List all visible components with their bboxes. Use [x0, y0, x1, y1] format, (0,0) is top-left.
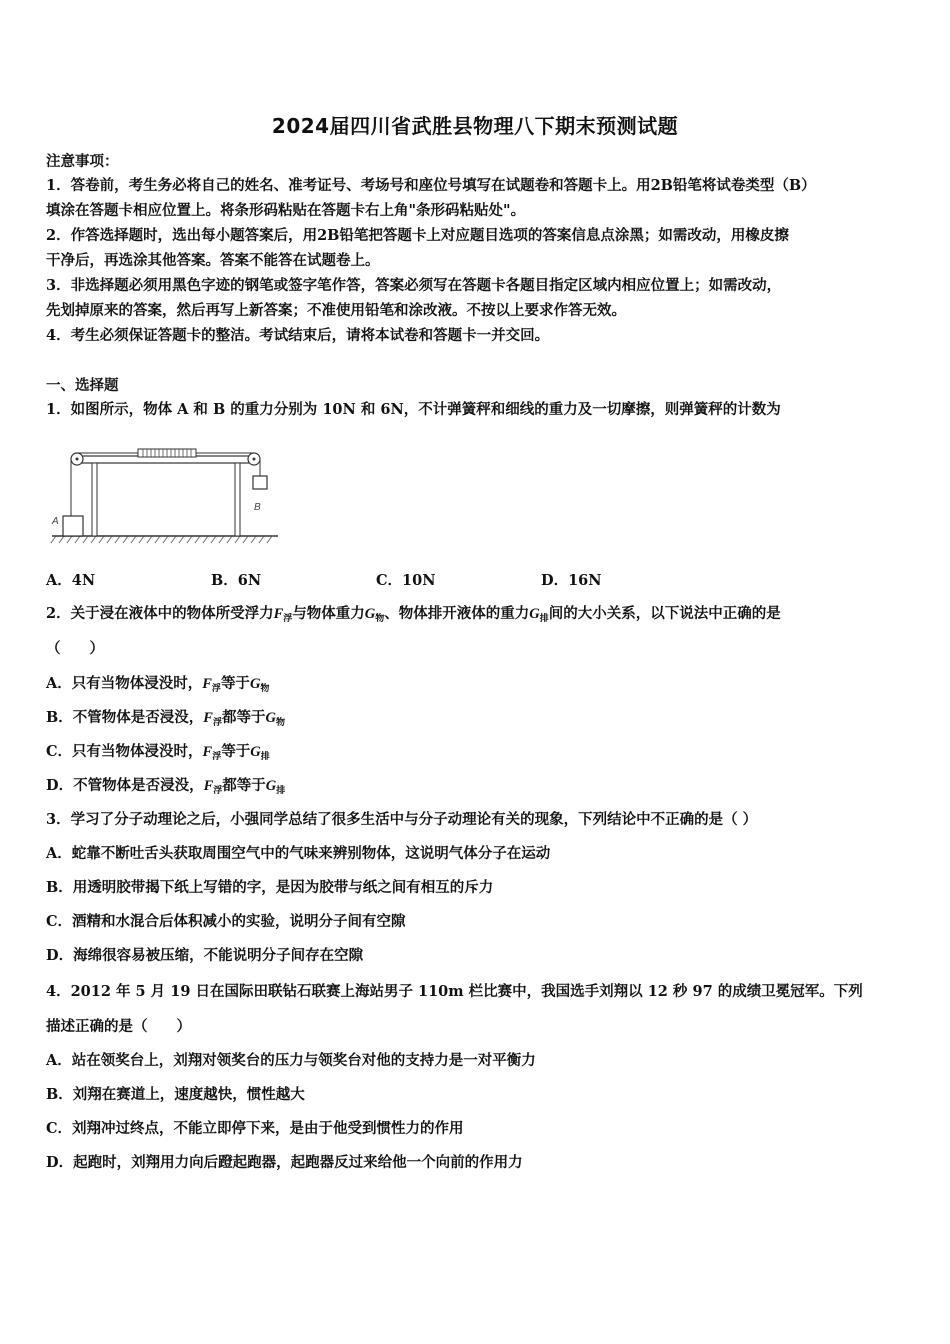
notice-line: 3．非选择题必须用黑色字迹的钢笔或签字笔作答，答案必须写在答题卡各题目指定区域内相应位置上；如需改动， — [46, 277, 782, 294]
q3-option-a: A．蛇靠不断吐舌头获取周围空气中的气味来辨别物体，这说明气体分子在运动 — [46, 845, 551, 862]
notice-line: 先划掉原来的答案，然后再写上新答案；不准使用铅笔和涂改液。不按以上要求作答无效。 — [46, 302, 626, 319]
q1-option-b: B．6N — [211, 572, 262, 589]
notice-heading: 注意事项： — [46, 153, 119, 170]
label-b: B — [254, 502, 261, 513]
q2-option-c: C．只有当物体浸没时，$F_浮$等于$G_排$ — [46, 743, 270, 762]
spring-scale-figure — [50, 436, 280, 556]
q1-option-a: A．4N — [46, 572, 96, 589]
q1-option-d: D．16N — [541, 572, 602, 589]
section-heading: 一、选择题 — [46, 377, 119, 394]
q2-option-d: D．不管物体是否浸没，$F_浮$都等于$G_排$ — [46, 777, 286, 796]
q2-stem: 2．关于浸在液体中的物体所受浮力$F_浮$与物体重力$G_物$、物体排开液体的重力$G_排$间的大小关系，以下说法中正确的是 — [46, 605, 781, 624]
notice-line: 4．考生必须保证答题卡的整洁。考试结束后，请将本试卷和答题卡一并交回。 — [46, 327, 550, 344]
q1-stem: 1．如图所示，物体 A 和 B 的重力分别为 10N 和 6N，不计弹簧秤和细线的重力及一切摩擦，则弹簧秤的计数为 — [46, 401, 781, 418]
q4-stem: 4．2012 年 5 月 19 日在国际田联钻石联赛上海站男子 110m 栏比赛中，我国选手刘翔以 12 秒 97 的成绩卫冕冠军。下列 — [46, 983, 863, 1000]
page-title: 2024届四川省武胜县物理八下期末预测试题 — [271, 114, 679, 138]
q3-stem: 3．学习了分子动理论之后，小强同学总结了很多生活中与分子动理论有关的现象，下列结论中不正确的是（ ） — [46, 811, 758, 828]
q2-stem-cont: （ ） — [46, 640, 104, 657]
q4-option-c: C．刘翔冲过终点，不能立即停下来，是由于他受到惯性力的作用 — [46, 1120, 464, 1137]
q4-stem-cont: 描述正确的是（ ） — [46, 1018, 191, 1035]
q4-option-d: D．起跑时，刘翔用力向后蹬起跑器，起跑器反过来给他一个向前的作用力 — [46, 1154, 523, 1171]
q3-option-d: D．海绵很容易被压缩，不能说明分子间存在空隙 — [46, 947, 364, 964]
q4-option-b: B．刘翔在赛道上，速度越快，惯性越大 — [46, 1086, 305, 1103]
notice-line: 干净后，再选涂其他答案。答案不能答在试题卷上。 — [46, 252, 380, 269]
q2-option-b: B．不管物体是否浸没，$F_浮$都等于$G_物$ — [46, 709, 285, 728]
notice-line: 2．作答选择题时，选出每小题答案后，用2B铅笔把答题卡上对应题目选项的答案信息点涂黑；如需改动，用橡皮擦 — [46, 227, 789, 244]
label-a: A — [52, 516, 59, 527]
q3-option-c: C．酒精和水混合后体积减小的实验，说明分子间有空隙 — [46, 913, 406, 930]
q4-option-a: A．站在领奖台上，刘翔对领奖台的压力与领奖台对他的支持力是一对平衡力 — [46, 1052, 536, 1069]
q3-option-b: B．用透明胶带揭下纸上写错的字，是因为胶带与纸之间有相互的斥力 — [46, 879, 494, 896]
q2-option-a: A．只有当物体浸没时，$F_浮$等于$G_物$ — [46, 675, 270, 694]
q1-option-c: C．10N — [376, 572, 436, 589]
notice-line: 填涂在答题卡相应位置上。将条形码粘贴在答题卡右上角"条形码粘贴处"。 — [46, 202, 526, 219]
notice-line: 1．答卷前，考生务必将自己的姓名、准考证号、考场号和座位号填写在试题卷和答题卡上。用2B铅笔将试卷类型（B） — [46, 177, 816, 194]
